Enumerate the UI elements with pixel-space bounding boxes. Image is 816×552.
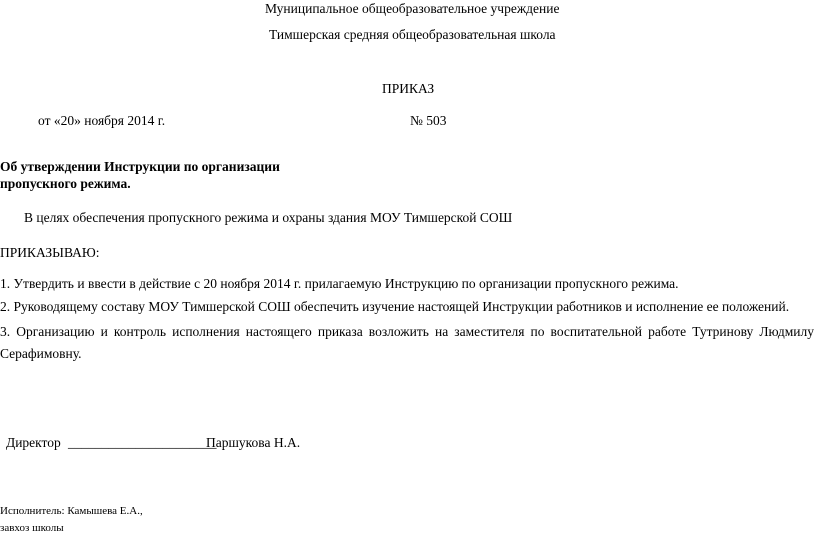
order-item-2: 2. Руководящему составу МОУ Тимшерской СОШ обеспечить изучение настоящей Инструкции работников и исполнение ее положений.: [0, 299, 790, 314]
signature-name: Паршукова Н.А.: [206, 435, 301, 450]
order-subject-line1: Об утверждении Инструкции по организации: [0, 159, 280, 174]
executor-line2: завхоз школы: [0, 522, 64, 534]
order-date: от «20» ноября 2014 г.: [38, 113, 166, 128]
order-number: № 503: [410, 113, 447, 128]
order-item-3-line1: 3. Организацию и контроль исполнения настоящего приказа возложить на заместителя по воспитательной работе Тутринову Людмилу: [0, 324, 814, 339]
order-title: ПРИКАЗ: [382, 81, 435, 96]
order-intro: В целях обеспечения пропускного режима и охраны здания МОУ Тимшерской СОШ: [24, 210, 513, 225]
institution-name-line2: Тимшерская средняя общеобразовательная школа: [269, 27, 556, 42]
order-subject-line2: пропускного режима.: [0, 176, 131, 191]
order-command: ПРИКАЗЫВАЮ:: [0, 245, 100, 260]
signature-role: Директор: [6, 435, 61, 450]
signature-line: ______________________: [68, 435, 217, 450]
executor-line1: Исполнитель: Камышева Е.А.,: [0, 505, 143, 517]
institution-name-line1: Муниципальное общеобразовательное учреждение: [265, 1, 560, 16]
order-item-3-line2: Серафимовну.: [0, 346, 82, 361]
order-item-1: 1. Утвердить и ввести в действие с 20 ноября 2014 г. прилагаемую Инструкцию по организации пропускного режима.: [0, 276, 679, 291]
